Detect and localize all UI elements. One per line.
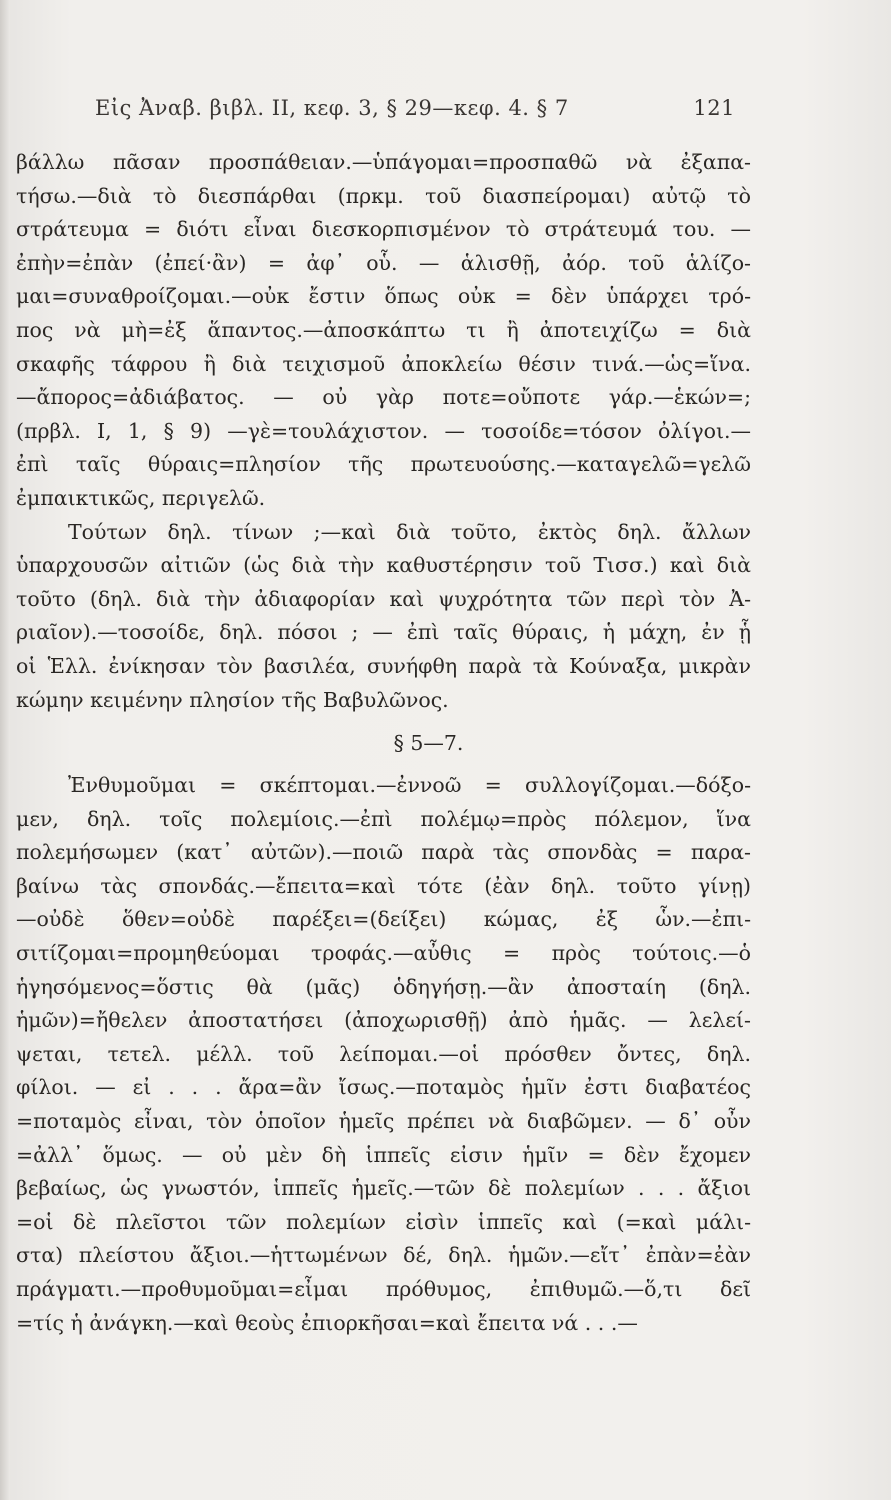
text-line: ἡγησόμενος=ὅστις θὰ (μᾶς) ὁδηγήσῃ.—ἂν ἀποσταίη (δηλ. [16,974,751,999]
text-line: σιτίζομαι=προμηθεύομαι τροφάς.—αὖθις = πρὸς τούτοις.—ὁ [16,941,751,966]
text-line: ἐπὴν=ἐπὰν (ἐπεί·ἂν) = ἀφ᾽ οὗ. — ἁλισθῇ, ἀόρ. τοῦ ἁλίζο- [16,250,751,275]
commentary-text [16,146,751,1340]
text-line: στα) πλείστου ἄξιοι.—ἡττωμένων δέ, δηλ. ἡμῶν.—εἴτ᾽ ἐπὰν=ἐὰν [16,1243,751,1268]
text-line: μεν, δηλ. τοῖς πολεμίοις.—ἐπὶ πολέμῳ=πρὸς πόλεμον, ἵνα [16,806,751,831]
paragraph-3 [16,769,751,1340]
text-line: —οὐδὲ ὅθεν=οὐδὲ παρέξει=(δείξει) κώμας, ἐξ ὧν.—ἐπι- [16,907,751,932]
section-heading: § 5—7. [393,731,464,756]
text-line: οἱ Ἑλλ. ἐνίκησαν τὸν βασιλέα, συνήφθη παρὰ τὰ Κούναξα, μικρὰν [16,653,751,678]
text-line: —ἄπορος=ἀδιάβατος. — οὐ γὰρ ποτε=οὔποτε γάρ.—ἑκών=; [16,385,751,410]
text-line: βεβαίως, ὡς γνωστόν, ἱππεῖς ἡμεῖς.—τῶν δὲ πολεμίων . . . ἄξιοι [16,1176,751,1201]
text-line: πολεμήσωμεν (κατ᾽ αὐτῶν).—ποιῶ παρὰ τὰς σπονδὰς = παρα- [16,840,751,865]
text-line: =οἱ δὲ πλεῖστοι τῶν πολεμίων εἰσὶν ἱππεῖς καὶ (=καὶ μάλι- [16,1209,751,1234]
text-line: ἡμῶν)=ἤθελεν ἀποστατήσει (ἀποχωρισθῇ) ἀπὸ ἡμᾶς. — λελεί- [16,1008,751,1033]
text-line: Ἐνθυμοῦμαι = σκέπτομαι.—ἐννοῶ = συλλογίζομαι.—δόξο- [68,773,751,798]
text-line: πράγματι.—προθυμοῦμαι=εἶμαι πρόθυμος, ἐπιθυμῶ.—ὅ,τι δεῖ [16,1277,751,1301]
text-line: Τούτων δηλ. τίνων ;—καὶ διὰ τοῦτο, ἐκτὸς δηλ. ἄλλων [68,519,751,544]
text-line: τήσω.—διὰ τὸ διεσπάρθαι (πρκμ. τοῦ διασπείρομαι) αὐτῷ τὸ [16,183,751,208]
paragraph-2 [16,516,751,718]
text-line: (πρβλ. Ι, 1, § 9) —γὲ=τουλάχιστον. — τοσοίδε=τόσον ὀλίγοι.— [16,418,751,443]
text-line: =ἀλλ᾽ ὅμως. — οὐ μὲν δὴ ἱππεῖς εἰσιν ἡμῖν = δὲν ἔχομεν [16,1142,751,1167]
text-line: =τίς ἡ ἀνάγκη.—καὶ θεοὺς ἐπιορκῆσαι=καὶ ἔπειτα νά . . .— [16,1310,638,1335]
paragraph-1 [16,146,751,516]
text-line: ἐμπαικτικῶς, περιγελῶ. [16,485,266,510]
page-binding-shadow [0,0,10,1500]
page-number: 121 [693,96,735,120]
text-line: ριαῖον).—τοσοίδε, δηλ. πόσοι ; — ἐπὶ ταῖς θύραις, ἡ μάχη, ἐν ᾗ [16,620,751,645]
page-header [95,96,735,126]
text-line: βάλλω πᾶσαν προσπάθειαν.—ὑπάγομαι=προσπαθῶ νὰ ἐξαπα- [16,150,751,174]
text-line: ὑπαρχουσῶν αἰτιῶν (ὡς διὰ τὴν καθυστέρησιν τοῦ Τισσ.) καὶ διὰ [16,553,751,578]
text-line: σκαφῆς τάφρου ἢ διὰ τειχισμοῦ ἀποκλείω θέσιν τινά.—ὡς=ἵνα. [16,351,751,376]
text-line: =ποταμὸς εἶναι, τὸν ὁποῖον ἡμεῖς πρέπει νὰ διαβῶμεν. — δ᾽ οὖν [16,1109,751,1134]
text-line: τοῦτο (δηλ. διὰ τὴν ἀδιαφορίαν καὶ ψυχρότητα τῶν περὶ τὸν Ἀ- [16,586,751,611]
text-line: ψεται, τετελ. μέλλ. τοῦ λείπομαι.—οἱ πρόσθεν ὄντες, δηλ. [16,1041,751,1066]
text-line: μαι=συναθροίζομαι.—οὐκ ἔστιν ὅπως οὐκ = δὲν ὑπάρχει τρό- [16,284,751,309]
text-line: στράτευμα = διότι εἶναι διεσκορπισμένον τὸ στράτευμά του. — [16,217,751,242]
text-line: φίλοι. — εἰ . . . ἄρα=ἂν ἴσως.—ποταμὸς ἡμῖν ἐστι διαβατέος [16,1075,751,1100]
text-line: κώμην κειμένην πλησίον τῆς Βαβυλῶνος. [16,687,449,712]
running-head: Εἰς Ἀναβ. βιβλ. ΙΙ, κεφ. 3, § 29—κεφ. 4. § 7 [95,96,569,120]
text-line: ἐπὶ ταῖς θύραις=πλησίον τῆς πρωτευούσης.—καταγελῶ=γελῶ [16,452,751,477]
text-line: βαίνω τὰς σπονδάς.—ἔπειτα=καὶ τότε (ἐὰν δηλ. τοῦτο γίνῃ) [16,873,751,898]
text-line: πος νὰ μὴ=ἐξ ἅπαντος.—ἀποσκάπτω τι ἢ ἀποτειχίζω = διὰ [16,317,751,342]
